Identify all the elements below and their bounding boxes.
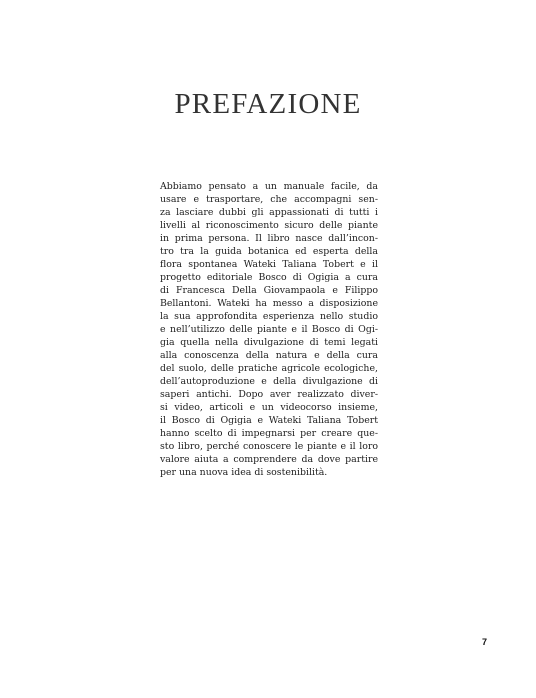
text-line: e nell’utilizzo delle piante e il Bosco di Ogi-: [160, 324, 378, 335]
text-line: za lasciare dubbi gli appassionati di tutti i: [160, 207, 378, 218]
text-line: alla conoscenza della natura e della cura: [160, 350, 378, 361]
text-line: dell’autoproduzione e della divulgazione di: [160, 376, 378, 387]
preface-paragraph: [160, 180, 378, 479]
page-number: 7: [482, 637, 488, 647]
text-line: per una nuova idea di sostenibilità.: [160, 467, 328, 478]
text-line: tro tra la guida botanica ed esperta della: [160, 246, 378, 257]
text-line: Abbiamo pensato a un manuale facile, da: [160, 181, 378, 192]
text-line: Bellantoni. Wateki ha messo a disposizione: [160, 298, 378, 309]
text-line: usare e trasportare, che accompagni sen-: [160, 194, 378, 205]
text-line: progetto editoriale Bosco di Ogigia a cura: [160, 272, 378, 283]
text-line: sto libro, perché conoscere le piante e il loro: [160, 441, 378, 452]
page-title: PREFAZIONE: [174, 88, 362, 120]
text-line: del suolo, delle pratiche agricole ecologiche,: [160, 363, 378, 374]
text-line: in prima persona. Il libro nasce dall’incon-: [160, 233, 378, 244]
text-line: saperi antichi. Dopo aver realizzato diver-: [160, 389, 378, 400]
text-line: livelli al riconoscimento sicuro delle piante: [160, 220, 378, 231]
text-line: il Bosco di Ogigia e Wateki Taliana Tobert: [160, 415, 378, 426]
text-line: gia quella nella divulgazione di temi legati: [160, 337, 378, 348]
text-line: flora spontanea Wateki Taliana Tobert e il: [160, 259, 378, 270]
text-line: hanno scelto di impegnarsi per creare que-: [160, 428, 378, 439]
text-line: la sua approfondita esperienza nello studio: [160, 311, 378, 322]
text-line: si video, articoli e un videocorso insieme,: [160, 402, 378, 413]
text-line: di Francesca Della Giovampaola e Filippo: [160, 285, 378, 296]
text-line: valore aiuta a comprendere da dove partire: [160, 454, 378, 465]
